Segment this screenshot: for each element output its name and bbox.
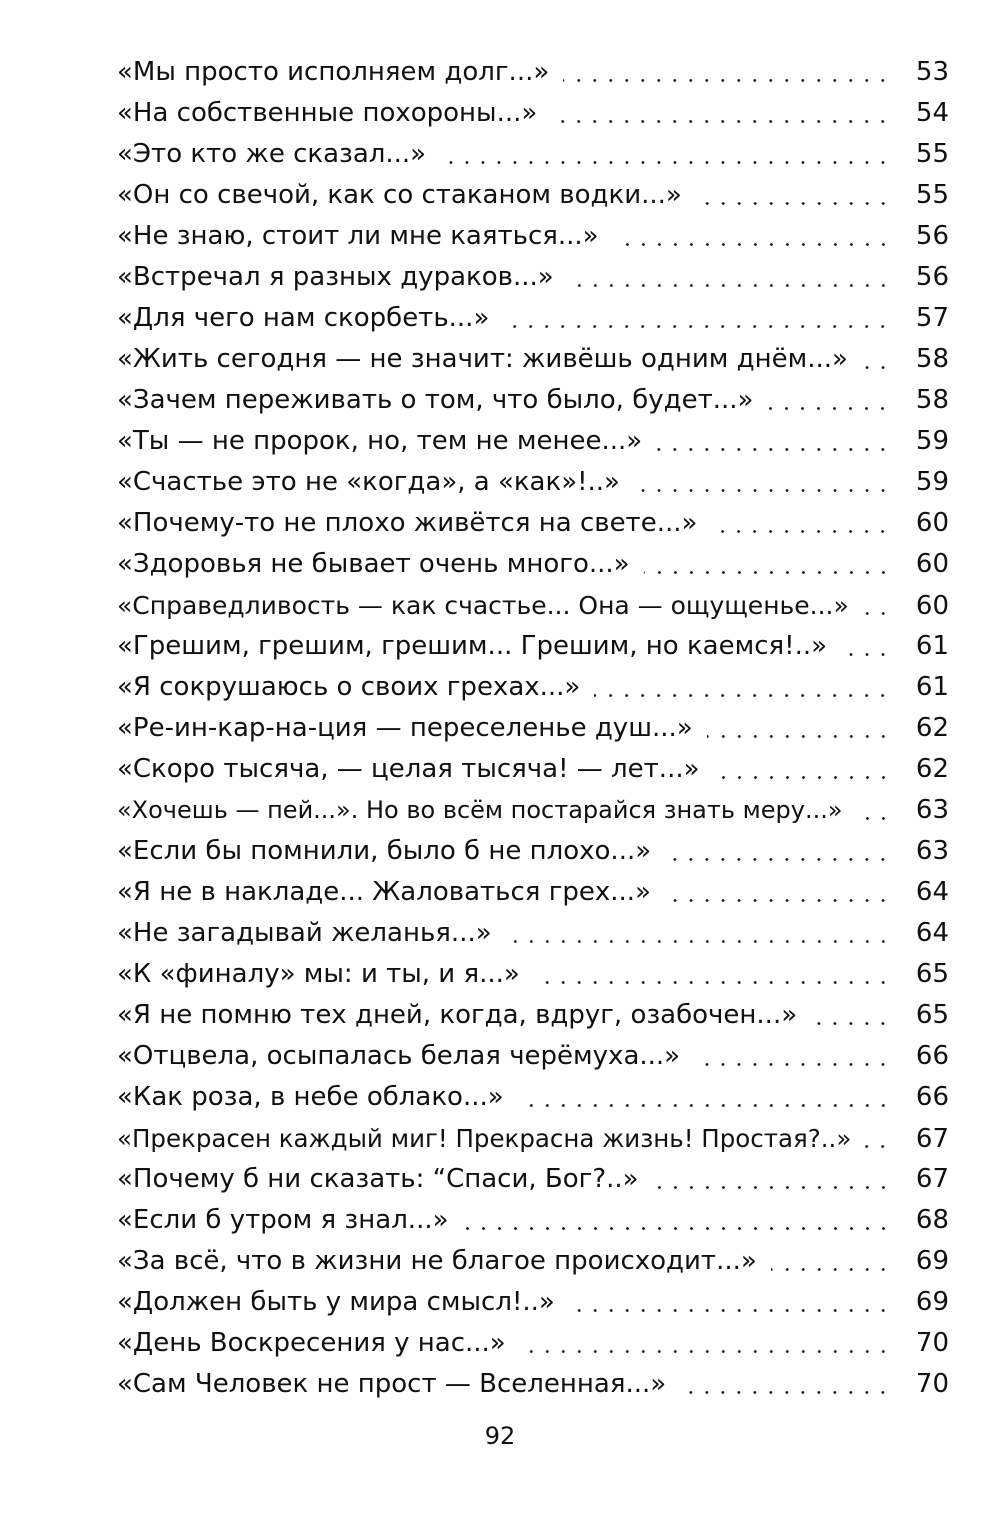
toc-entry-title: «Не загадывай желанья...» bbox=[117, 913, 506, 954]
table-of-contents bbox=[117, 52, 949, 1405]
toc-entry bbox=[117, 1077, 949, 1118]
toc-entry bbox=[117, 134, 949, 175]
toc-entry-title: «На собственные похороны...» bbox=[117, 93, 551, 134]
dot-leader bbox=[503, 298, 891, 339]
dot-leader bbox=[634, 462, 891, 503]
toc-entry-page-number: 69 bbox=[891, 1282, 949, 1323]
toc-entry bbox=[117, 1036, 949, 1077]
toc-entry bbox=[117, 831, 949, 872]
toc-entry-title: «Встречал я разных дураков...» bbox=[117, 257, 568, 298]
toc-entry bbox=[117, 1159, 949, 1200]
toc-entry-title: «Грешим, грешим, грешим... Грешим, но каемся!..» bbox=[117, 626, 841, 667]
dot-leader bbox=[841, 626, 891, 667]
toc-entry bbox=[117, 257, 949, 298]
toc-entry-page-number: 64 bbox=[891, 872, 949, 913]
toc-entry-page-number: 70 bbox=[891, 1364, 949, 1405]
toc-entry-title: «День Воскресения у нас...» bbox=[117, 1323, 520, 1364]
toc-entry-page-number: 65 bbox=[891, 995, 949, 1036]
toc-entry bbox=[117, 872, 949, 913]
toc-entry-title: «Зачем переживать о том, что было, будет...» bbox=[117, 380, 767, 421]
toc-entry-page-number: 64 bbox=[891, 913, 949, 954]
toc-entry bbox=[117, 1241, 949, 1282]
toc-entry-page-number: 59 bbox=[891, 462, 949, 503]
toc-entry-title: «Хочешь — пей...». Но во всём постарайся знать меру...» bbox=[117, 790, 857, 831]
toc-entry-page-number: 60 bbox=[891, 503, 949, 544]
toc-entry bbox=[117, 339, 949, 380]
toc-entry-title: «Справедливость — как счастье... Она — ощущенье...» bbox=[117, 585, 863, 626]
toc-entry bbox=[117, 1200, 949, 1241]
toc-entry bbox=[117, 503, 949, 544]
dot-leader bbox=[863, 585, 891, 626]
toc-entry-title: «Почему-то не плохо живётся на свете...» bbox=[117, 503, 711, 544]
toc-entry-title: «Как роза, в небе облако...» bbox=[117, 1077, 518, 1118]
dot-leader bbox=[711, 503, 891, 544]
dot-leader bbox=[520, 1323, 891, 1364]
toc-entry-title: «Скоро тысяча, — целая тысяча! — лет...» bbox=[117, 749, 714, 790]
toc-entry bbox=[117, 708, 949, 749]
dot-leader bbox=[563, 52, 891, 93]
toc-entry-page-number: 56 bbox=[891, 257, 949, 298]
dot-leader bbox=[506, 913, 891, 954]
toc-entry bbox=[117, 749, 949, 790]
toc-entry bbox=[117, 380, 949, 421]
toc-entry-title: «Он со свечой, как со стаканом водки...» bbox=[117, 175, 696, 216]
toc-entry-page-number: 55 bbox=[891, 134, 949, 175]
toc-entry-page-number: 58 bbox=[891, 380, 949, 421]
toc-entry-page-number: 66 bbox=[891, 1077, 949, 1118]
toc-entry bbox=[117, 93, 949, 134]
toc-entry-title: «Ты — не пророк, но, тем не менее...» bbox=[117, 421, 656, 462]
toc-entry bbox=[117, 216, 949, 257]
toc-entry bbox=[117, 421, 949, 462]
dot-leader bbox=[811, 995, 891, 1036]
toc-entry-title: «Если б утром я знал...» bbox=[117, 1200, 463, 1241]
dot-leader bbox=[644, 544, 891, 585]
dot-leader bbox=[463, 1200, 891, 1241]
toc-entry bbox=[117, 462, 949, 503]
toc-entry-title: «Мы просто исполняем долг...» bbox=[117, 52, 563, 93]
toc-entry-title: «Для чего нам скорбеть...» bbox=[117, 298, 503, 339]
toc-entry-page-number: 56 bbox=[891, 216, 949, 257]
toc-entry-page-number: 68 bbox=[891, 1200, 949, 1241]
dot-leader bbox=[771, 1241, 891, 1282]
toc-entry-page-number: 58 bbox=[891, 339, 949, 380]
toc-entry bbox=[117, 954, 949, 995]
toc-entry-page-number: 66 bbox=[891, 1036, 949, 1077]
toc-entry bbox=[117, 52, 949, 93]
dot-leader bbox=[862, 339, 891, 380]
toc-entry-title: «Здоровья не бывает очень много...» bbox=[117, 544, 644, 585]
dot-leader bbox=[613, 216, 891, 257]
dot-leader bbox=[767, 380, 891, 421]
toc-entry-page-number: 70 bbox=[891, 1323, 949, 1364]
toc-entry-title: «За всё, что в жизни не благое происходит...» bbox=[117, 1241, 771, 1282]
toc-entry bbox=[117, 298, 949, 339]
dot-leader bbox=[665, 872, 891, 913]
dot-leader bbox=[707, 708, 891, 749]
toc-entry-page-number: 62 bbox=[891, 708, 949, 749]
dot-leader bbox=[680, 1364, 891, 1405]
page-number: 92 bbox=[484, 1422, 516, 1450]
toc-entry-title: «Я не в накладе... Жаловаться грех...» bbox=[117, 872, 665, 913]
toc-entry-title: «К «финалу» мы: и ты, и я...» bbox=[117, 954, 534, 995]
toc-entry bbox=[117, 790, 949, 831]
toc-entry-title: «Ре-ин-кар-на-ция — переселенье душ...» bbox=[117, 708, 707, 749]
toc-entry bbox=[117, 1323, 949, 1364]
toc-entry-page-number: 54 bbox=[891, 93, 949, 134]
toc-entry-page-number: 61 bbox=[891, 667, 949, 708]
toc-entry-title: «Счастье это не «когда», а «как»!..» bbox=[117, 462, 634, 503]
dot-leader bbox=[857, 790, 891, 831]
toc-entry bbox=[117, 1282, 949, 1323]
dot-leader bbox=[569, 1282, 891, 1323]
toc-entry-page-number: 61 bbox=[891, 626, 949, 667]
toc-entry-page-number: 69 bbox=[891, 1241, 949, 1282]
toc-entry bbox=[117, 1118, 949, 1159]
dot-leader bbox=[518, 1077, 891, 1118]
toc-entry-page-number: 67 bbox=[891, 1159, 949, 1200]
toc-entry-page-number: 63 bbox=[891, 831, 949, 872]
toc-entry-page-number: 60 bbox=[891, 544, 949, 585]
toc-entry-page-number: 67 bbox=[891, 1119, 949, 1160]
toc-entry-title: «Не знаю, стоит ли мне каяться...» bbox=[117, 216, 613, 257]
toc-entry bbox=[117, 585, 949, 626]
toc-entry-page-number: 62 bbox=[891, 749, 949, 790]
toc-entry bbox=[117, 667, 949, 708]
toc-entry-title: «Сам Человек не прост — Вселенная...» bbox=[117, 1364, 680, 1405]
toc-entry bbox=[117, 626, 949, 667]
toc-entry-page-number: 65 bbox=[891, 954, 949, 995]
toc-entry-page-number: 57 bbox=[891, 298, 949, 339]
toc-entry-title: «Прекрасен каждый миг! Прекрасна жизнь! Простая?..» bbox=[117, 1118, 865, 1159]
toc-entry-title: «Это кто же сказал...» bbox=[117, 134, 440, 175]
toc-entry bbox=[117, 995, 949, 1036]
toc-entry bbox=[117, 1364, 949, 1405]
toc-entry-title: «Если бы помнили, было б не плохо...» bbox=[117, 831, 665, 872]
dot-leader bbox=[594, 667, 891, 708]
dot-leader bbox=[696, 175, 891, 216]
dot-leader bbox=[653, 1159, 891, 1200]
toc-entry-title: «Должен быть у мира смысл!..» bbox=[117, 1282, 569, 1323]
dot-leader bbox=[665, 831, 891, 872]
dot-leader bbox=[714, 749, 891, 790]
toc-entry bbox=[117, 913, 949, 954]
toc-entry bbox=[117, 175, 949, 216]
dot-leader bbox=[865, 1118, 891, 1159]
toc-entry-title: «Почему б ни сказать: “Спаси, Бог?..» bbox=[117, 1159, 653, 1200]
dot-leader bbox=[656, 421, 891, 462]
toc-entry-title: «Я не помню тех дней, когда, вдруг, озабочен...» bbox=[117, 995, 811, 1036]
toc-entry-page-number: 63 bbox=[891, 790, 949, 831]
dot-leader bbox=[534, 954, 891, 995]
dot-leader bbox=[568, 257, 891, 298]
dot-leader bbox=[551, 93, 891, 134]
toc-entry-page-number: 60 bbox=[891, 586, 949, 627]
dot-leader bbox=[694, 1036, 891, 1077]
toc-entry-title: «Я сокрушаюсь о своих грехах...» bbox=[117, 667, 594, 708]
toc-entry-title: «Жить сегодня — не значит: живёшь одним днём...» bbox=[117, 339, 862, 380]
toc-entry-page-number: 53 bbox=[891, 52, 949, 93]
toc-entry-title: «Отцвела, осыпалась белая черёмуха...» bbox=[117, 1036, 694, 1077]
toc-entry bbox=[117, 544, 949, 585]
dot-leader bbox=[440, 134, 891, 175]
toc-entry-page-number: 59 bbox=[891, 421, 949, 462]
toc-entry-page-number: 55 bbox=[891, 175, 949, 216]
